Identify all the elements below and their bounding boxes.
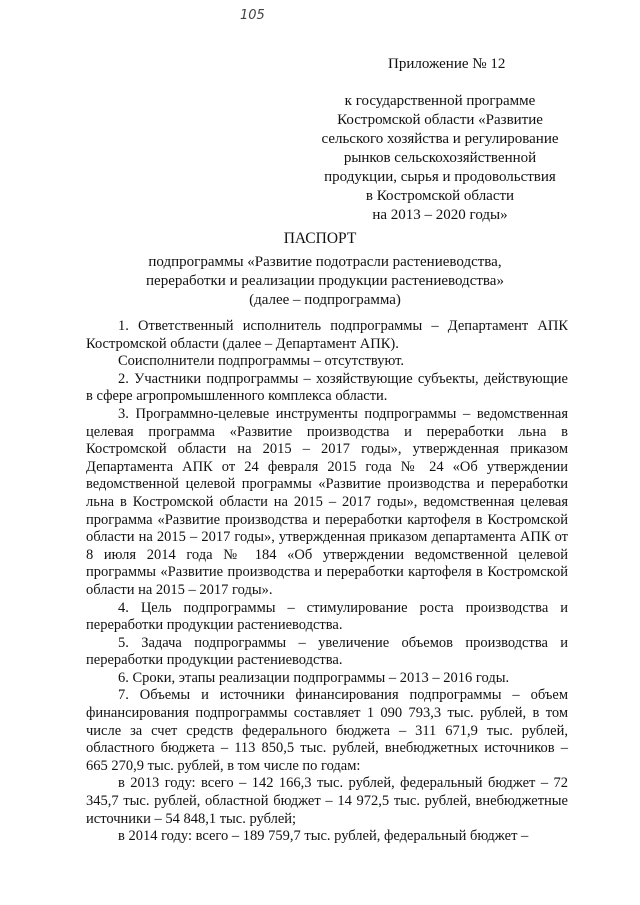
appendix-line: продукции, сырья и продовольствия [324,169,556,185]
paragraph-funding: 7. Объемы и источники финансирования подпрограммы – объем финансирования подпрограммы составляет 1 090 793,3 тыс. рублей, в том числе за счет средств федерального бюджета – 311 671,9 тыс. рублей, областного бюджета – 113 850,5 тыс. рублей, внебюджетных источников – 665 270,9 тыс. рублей, в том числе по годам: [86,687,568,774]
paragraph-funding-2014: в 2014 году: всего – 189 759,7 тыс. рублей, федеральный бюджет – [118,828,529,845]
paragraph-responsible-executor: 1. Ответственный исполнитель подпрограммы – Департамент АПК Костромской области (далее – Департамент АПК). [86,318,568,352]
appendix-description [300,92,580,225]
passport-subtitle-line: подпрограммы «Развитие подотрасли растениеводства, [148,254,502,270]
passport-subtitle-line: (далее – подпрограмма) [249,292,401,308]
appendix-line: рынков сельскохозяйственной [343,150,537,166]
paragraph-task: 5. Задача подпрограммы – увеличение объемов производства и переработки продукции растениеводства. [86,634,568,669]
passport-subtitle-line: переработки и реализации продукции растениеводства» [146,273,504,289]
passport-title: ПАСПОРТ [283,230,357,247]
paragraph-goal: 4. Цель подпрограммы – стимулирование роста производства и переработки продукции растениеводства. [86,599,568,634]
paragraph-funding-2013: в 2013 году: всего – 142 166,3 тыс. рублей, федеральный бюджет – 72 345,7 тыс. рублей, областной бюджет – 14 972,5 тыс. рублей, внебюджетные источники – 54 848,1 тыс. рублей; [86,775,568,827]
paragraph-participants: 2. Участники подпрограммы – хозяйствующие субъекты, действующие в сфере агропромышленного комплекса области. [86,370,568,405]
appendix-line: к государственной программе [344,93,536,109]
document-body [86,318,568,846]
appendix-line: сельского хозяйства и регулирование [321,131,559,147]
appendix-line: Костромской области «Развитие [337,112,543,128]
passport-subtitle [100,253,550,310]
paragraph-terms: 6. Сроки, этапы реализации подпрограммы – 2013 – 2016 годы. [118,669,510,686]
paragraph-program-instruments: 3. Программно-целевые инструменты подпрограммы – ведомственная целевая программа «Развитие производства и переработки льна в Костромской области на 2015 – 2017 годы», утвержденная приказом Департамента АПК от 24 февраля 2015 года № 24 «Об утверждении ведомственной целевой программы «Развитие производства и переработки льна в Костромской области на 2015 – 2017 годы», ведомственная целевая программа «Развитие производства и переработки картофеля в Костромской области на 2015 – 2017 годы», утвержденная приказом департамента АПК от 8 июля 2014 года № 184 «Об утверждении ведомственной целевой программы «Развитие производства и переработки картофеля в Костромской области на 2015 – 2017 годы». [86,405,568,598]
appendix-title: Приложение № 12 [388,56,506,72]
handwritten-page-number: 105 [240,8,265,23]
paragraph-co-executors: Соисполнители подпрограммы – отсутствуют. [118,353,405,370]
appendix-line: в Костромской области [365,188,515,204]
appendix-line: на 2013 – 2020 годы» [372,207,508,223]
